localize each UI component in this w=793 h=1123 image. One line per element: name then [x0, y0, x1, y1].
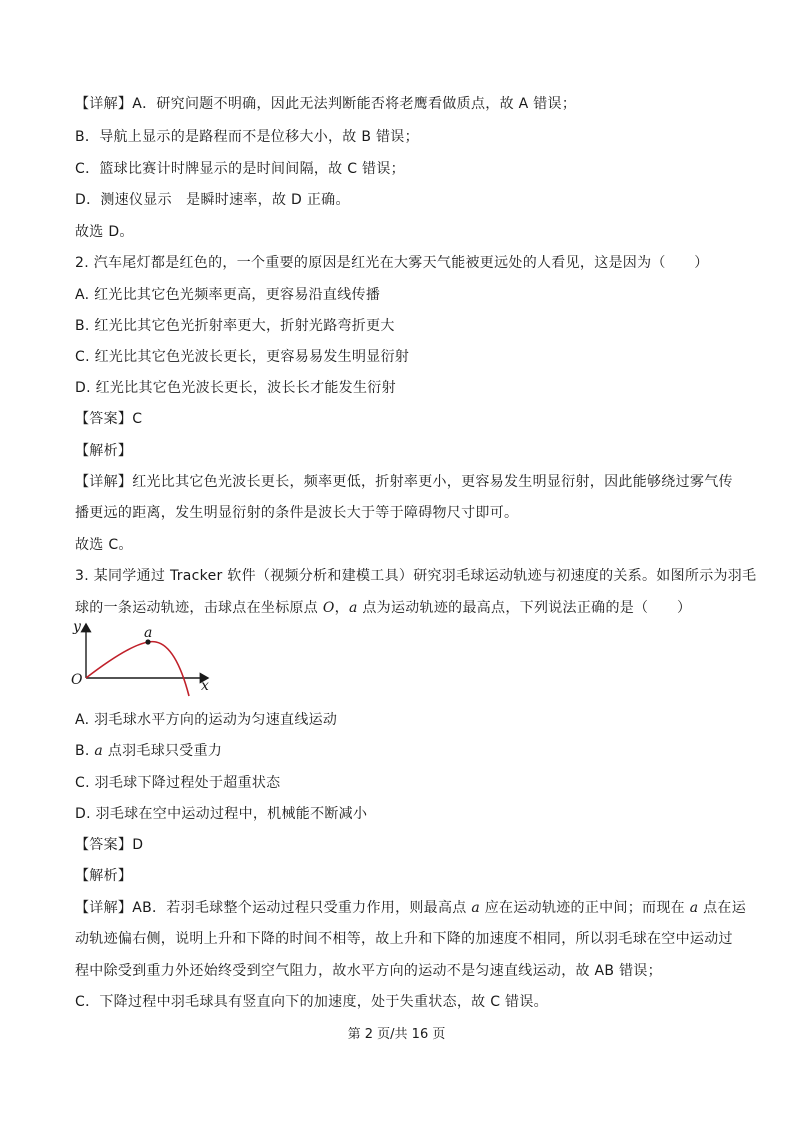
origin-label: O	[71, 672, 83, 688]
point-a-label: a	[144, 625, 153, 641]
question-3-stem-line-2: 球的一条运动轨迹，击球点在坐标原点 O，a 点为运动轨迹的最高点，下列说法正确的是（ ）	[75, 600, 692, 616]
trajectory-figure	[68, 618, 218, 698]
question-3-option-d: D. 羽毛球在空中运动过程中，机械能不断减小	[75, 806, 368, 822]
choice-conclusion: 故选 D。	[75, 224, 134, 240]
explanation-line-3: C．篮球比赛计时牌显示的是时间间隔，故 C 错误；	[75, 161, 405, 177]
y-axis-label: y	[73, 619, 81, 635]
question-2-option-b: B. 红光比其它色光折射率更大，折射光路弯折更大	[75, 318, 395, 334]
question-3-option-a: A. 羽毛球水平方向的运动为匀速直线运动	[75, 712, 338, 728]
question-2-option-a: A. 红光比其它色光频率更高，更容易沿直线传播	[75, 287, 381, 303]
explanation-line-2: B．导航上显示的是路程而不是位移大小，故 B 错误；	[75, 129, 419, 145]
question-2-option-c: C. 红光比其它色光波长更长，更容易易发生明显衍射	[75, 349, 410, 365]
question-2-option-d: D. 红光比其它色光波长更长，波长长才能发生衍射	[75, 380, 396, 396]
question-3-option-b: B. a 点羽毛球只受重力	[75, 743, 223, 759]
x-axis-label: x	[201, 678, 209, 694]
explanation-line-1: 【详解】A．研究问题不明确，因此无法判断能否将老鹰看做质点，故 A 错误；	[75, 96, 577, 112]
page-number-footer: 第 2 页/共 16 页	[347, 1027, 446, 1042]
question-2-detail-line-1: 【详解】红光比其它色光波长更长，频率更低，折射率更小，更容易发生明显衍射，因此能够绕过雾气传	[75, 474, 733, 490]
question-3-detail-line-1: 【详解】AB．若羽毛球整个运动过程只受重力作用，则最高点 a 应在运动轨迹的正中间；而现在 a 点在运	[75, 900, 747, 916]
question-2-stem: 2. 汽车尾灯都是红色的，一个重要的原因是红光在大雾天气能被更远处的人看见，这是因为（ ）	[75, 255, 709, 271]
question-3-stem-line-1: 3. 某同学通过 Tracker 软件（视频分析和建模工具）研究羽毛球运动轨迹与初速度的关系。如图所示为羽毛	[75, 568, 757, 584]
question-2-detail-line-2: 播更远的距离，发生明显衍射的条件是波长大于等于障碍物尺寸即可。	[75, 505, 519, 521]
question-3-analysis-heading: 【解析】	[75, 868, 133, 884]
question-3-detail-line-3: 程中除受到重力外还始终受到空气阻力，故水平方向的运动不是匀速直线运动，故 AB 错误；	[75, 963, 662, 979]
question-3-option-c: C. 羽毛球下降过程处于超重状态	[75, 775, 281, 791]
question-3-answer: 【答案】D	[75, 837, 144, 853]
question-2-choice: 故选 C。	[75, 537, 133, 553]
question-3-detail-line-2: 动轨迹偏右侧，说明上升和下降的时间不相等，故上升和下降的加速度不相同，所以羽毛球在空中运动过	[75, 931, 733, 947]
trajectory-curve	[86, 642, 189, 696]
explanation-line-4: D．测速仪显示 是瞬时速率，故 D 正确。	[75, 192, 350, 208]
question-3-detail-line-4: C．下降过程中羽毛球具有竖直向下的加速度，处于失重状态，故 C 错误。	[75, 994, 548, 1010]
question-2-answer: 【答案】C	[75, 411, 143, 427]
question-2-analysis-heading: 【解析】	[75, 443, 133, 459]
